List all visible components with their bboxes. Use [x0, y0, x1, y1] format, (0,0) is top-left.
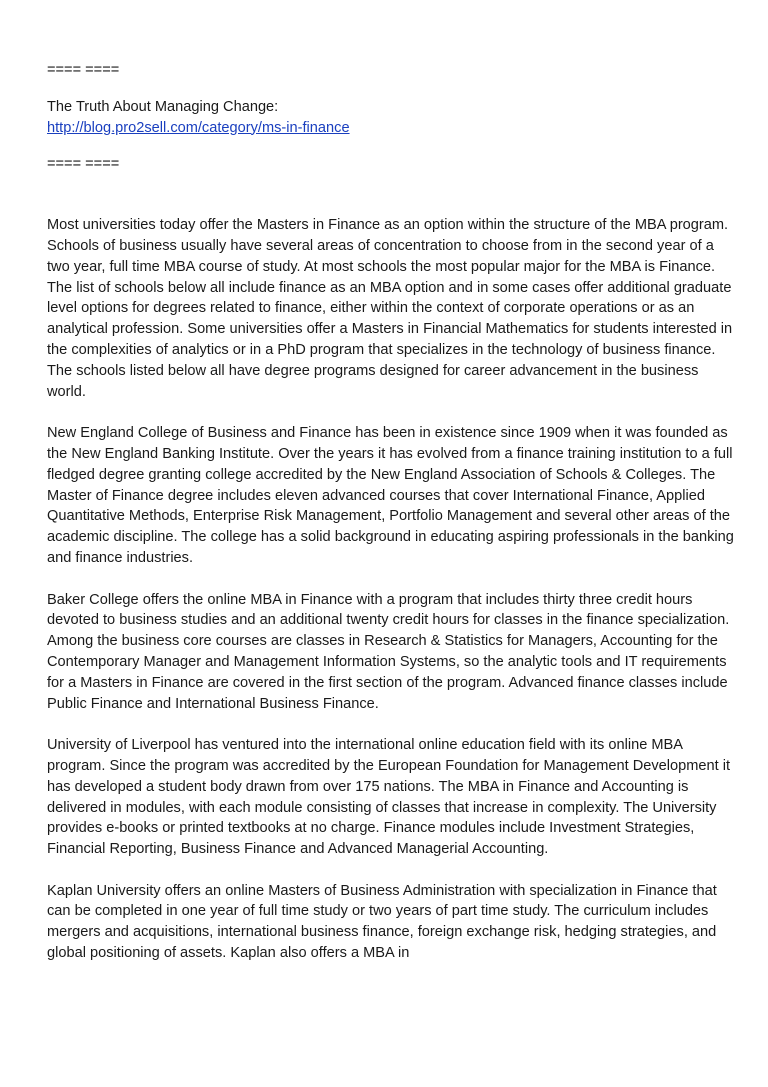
source-link[interactable]: http://blog.pro2sell.com/category/ms-in-finance: [47, 119, 350, 136]
article-body: [47, 215, 737, 964]
document-page: [47, 60, 737, 964]
link-line: [47, 118, 737, 139]
divider-bottom: ==== ====: [47, 156, 120, 173]
paragraph-intro: Most universities today offer the Masters in Finance as an option within the structure of the MBA program. Schools of business usually have several areas of concentration to choose from in the second year of a two year, full time MBA course of study. At most schools the most popular major for the MBA is Finance. The list of schools below all include finance as an MBA option and in some cases offer additional graduate level options for degrees related to finance, either within the context of corporate operations or as an analytical profession. Some universities offer a Masters in Financial Mathematics for students interested in the complexities of analytics or in a PhD program that specializes in the technology of business finance. The schools listed below all have degree programs designed for career advancement in the business world.: [47, 217, 733, 400]
divider-top: ==== ====: [47, 62, 120, 78]
paragraph-baker-college: Baker College offers the online MBA in Finance with a program that includes thirty three credit hours devoted to business studies and an additional twenty credit hours for classes in the finance specialization. Among the business core courses are classes in Research & Statistics for Managers, Accounting for the Contemporary Manager and Management Information Systems, so the analytic tools and IT requirements for a Masters in Finance are covered in the first section of the program. Advanced finance classes include Public Finance and International Business Finance.: [47, 591, 730, 712]
article-title: The Truth About Managing Change:: [47, 98, 279, 115]
paragraph-kaplan-university: Kaplan University offers an online Masters of Business Administration with specialization in Finance that can be completed in one year of full time study or two years of part time study. The curriculum includes mergers and acquisitions, international business finance, foreign exchange risk, hedging strategies, and global positioning of assets. Kaplan also offers a MBA in: [47, 882, 717, 962]
paragraph-new-england-college: New England College of Business and Finance has been in existence since 1909 when it was founded as the New England Banking Institute. Over the years it has evolved from a finance training institution to a full fledged degree granting college accredited by the New England Association of Schools & Colleges. The Master of Finance degree includes eleven advanced courses that cover International Finance, Applied Quantitative Methods, Enterprise Risk Management, Portfolio Management and several other areas of the academic discipline. The college has a solid background in educating aspiring professionals in the banking and finance industries.: [47, 425, 734, 566]
paragraph-university-of-liverpool: University of Liverpool has ventured into the international online education field with its online MBA program. Since the program was accredited by the European Foundation for Management Development it has developed a student body drawn from over 175 nations. The MBA in Finance and Accounting is delivered in modules, with each module consisting of classes that increase in complexity. The University provides e-books or printed textbooks at no charge. Finance modules include Investment Strategies, Financial Reporting, Business Finance and Advanced Managerial Accounting.: [47, 737, 731, 858]
